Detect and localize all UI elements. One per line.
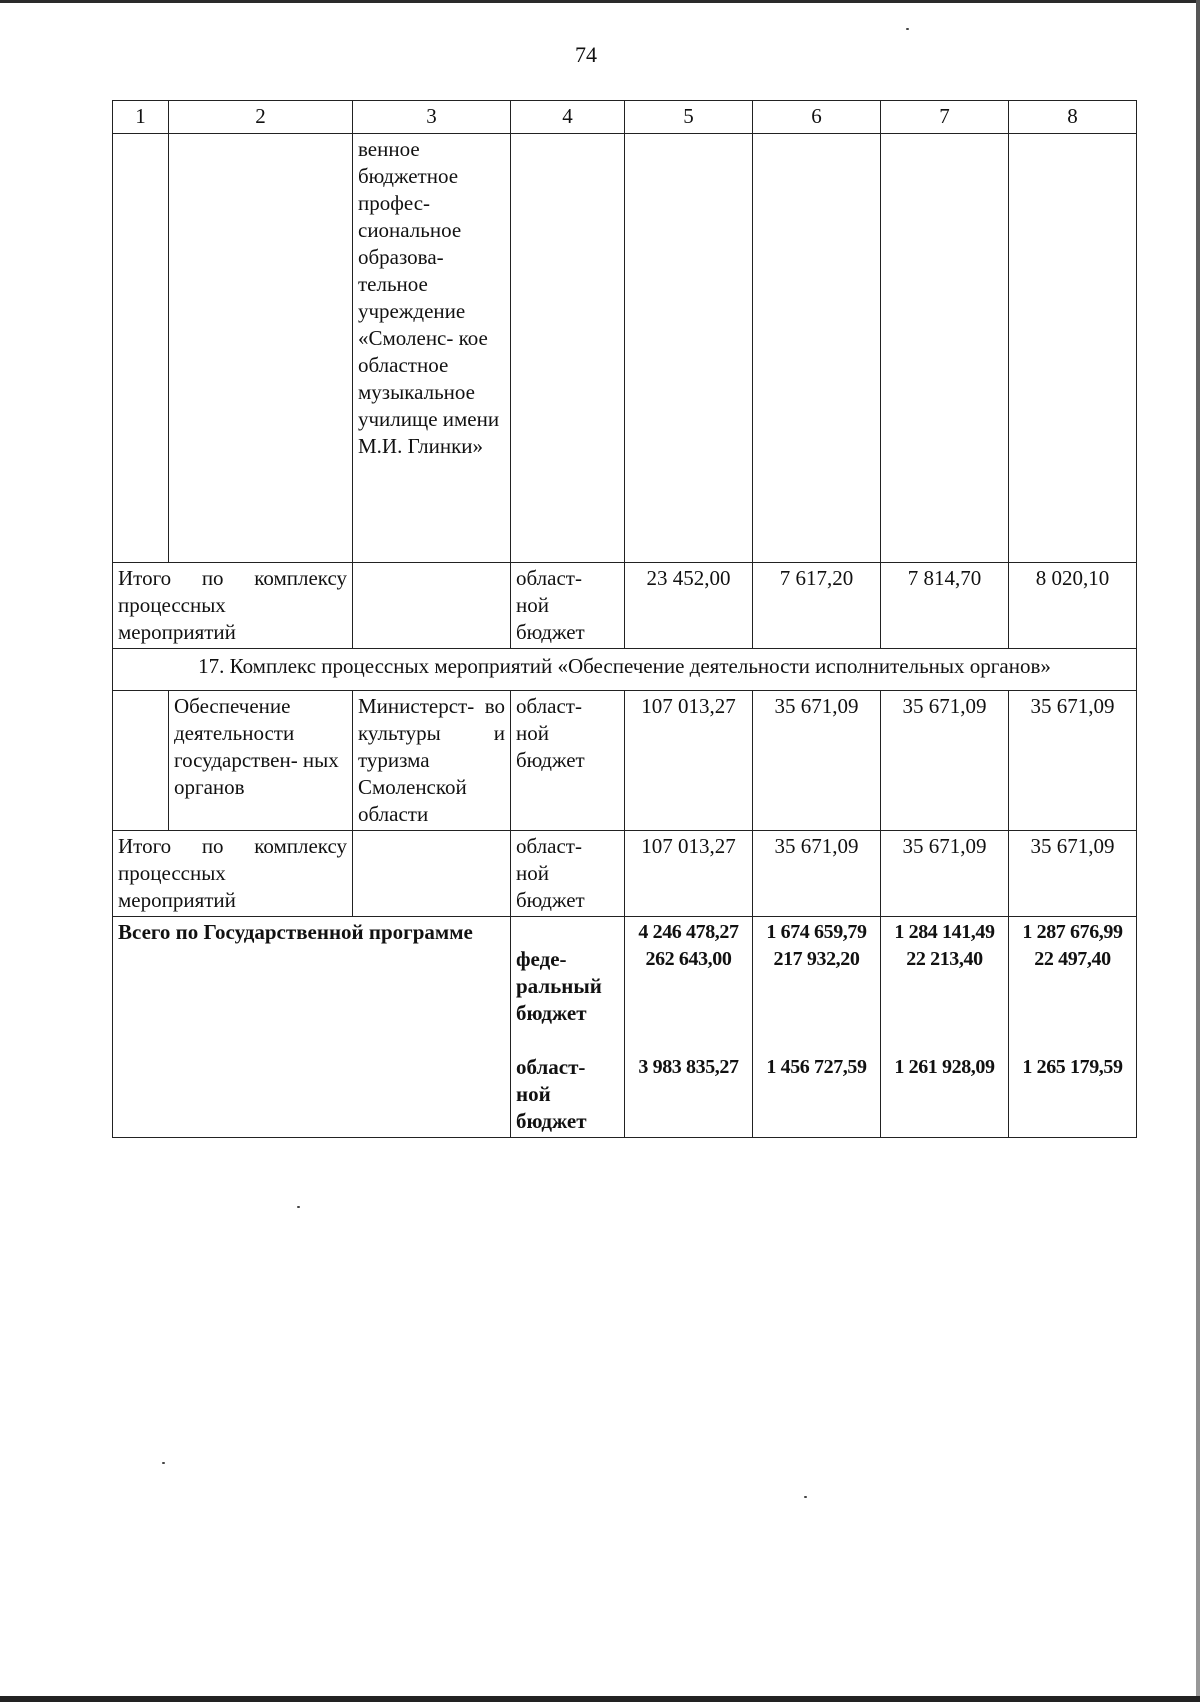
amount-total: 23 452,00 <box>625 563 753 649</box>
table-cell <box>881 134 1009 563</box>
federal-value: 217 932,20 <box>773 948 860 970</box>
grand-total-value: 1 284 141,49 <box>894 921 995 943</box>
scan-speck <box>162 1462 165 1464</box>
executor-cell <box>353 134 511 563</box>
scan-edge-right <box>1196 0 1200 1702</box>
grand-total-amounts <box>753 917 881 1138</box>
grand-total-value: 4 246 478,27 <box>638 921 739 943</box>
table-cell <box>353 831 511 917</box>
executor-cell: Министерст- во культуры и туризма Смоленской области <box>353 691 511 831</box>
grand-total-amounts <box>881 917 1009 1138</box>
column-number: 8 <box>1009 101 1137 134</box>
activity-name: Обеспечение деятельности государствен- ных органов <box>169 691 353 831</box>
scan-edge-top <box>0 0 1200 3</box>
federal-value: 22 213,40 <box>906 948 983 970</box>
continued-row <box>113 134 1137 563</box>
amount-total: 107 013,27 <box>625 691 753 831</box>
table-cell <box>113 134 169 563</box>
funding-source: област- ной бюджет <box>511 563 625 649</box>
column-number: 4 <box>511 101 625 134</box>
amount-year-2: 35 671,09 <box>881 691 1009 831</box>
scan-speck <box>804 1496 807 1498</box>
regional-budget-label: област- ной бюджет <box>516 1055 587 1133</box>
grand-total-value: 1 287 676,99 <box>1022 921 1123 943</box>
table-cell <box>1009 134 1137 563</box>
budget-table <box>112 100 1137 1138</box>
column-number: 1 <box>113 101 169 134</box>
section-row <box>113 649 1137 691</box>
column-number: 5 <box>625 101 753 134</box>
amount-year-3: 35 671,09 <box>1009 831 1137 917</box>
table-cell <box>753 134 881 563</box>
table-cell <box>169 134 353 563</box>
executor-text: венное бюджетное профес- сиональное образова- тельное учреждение «Смоленс- кое областное музыкальное училище имени М.И. Глинки» <box>358 137 500 458</box>
amount-year-1: 35 671,09 <box>753 691 881 831</box>
amount-year-1: 7 617,20 <box>753 563 881 649</box>
subtotal-label: Итого по комплексу процессных мероприятий <box>113 831 353 917</box>
scan-edge-bottom <box>0 1696 1200 1702</box>
scan-speck <box>297 1206 300 1208</box>
column-number: 2 <box>169 101 353 134</box>
regional-value: 1 456 727,59 <box>766 1056 867 1078</box>
amount-year-3: 8 020,10 <box>1009 563 1137 649</box>
grand-total-row <box>113 917 1137 1138</box>
amount-year-3: 35 671,09 <box>1009 691 1137 831</box>
amount-year-1: 35 671,09 <box>753 831 881 917</box>
column-number: 7 <box>881 101 1009 134</box>
regional-value: 1 265 179,59 <box>1022 1056 1123 1078</box>
column-number-row <box>113 101 1137 134</box>
column-number: 6 <box>753 101 881 134</box>
grand-total-amounts <box>625 917 753 1138</box>
grand-total-amounts <box>1009 917 1137 1138</box>
table-cell <box>511 134 625 563</box>
page-number: 74 <box>575 42 597 67</box>
subtotal-row <box>113 563 1137 649</box>
table-cell <box>625 134 753 563</box>
amount-total: 107 013,27 <box>625 831 753 917</box>
scan-speck <box>906 28 909 30</box>
amount-year-2: 35 671,09 <box>881 831 1009 917</box>
grand-total-label: Всего по Государственной программе <box>113 917 511 1138</box>
column-number: 3 <box>353 101 511 134</box>
subtotal-row <box>113 831 1137 917</box>
program-row <box>113 691 1137 831</box>
grand-total-value: 1 674 659,79 <box>766 921 867 943</box>
section-title: 17. Комплекс процессных мероприятий «Обеспечение деятельности исполнительных органов» <box>113 649 1137 691</box>
table-cell <box>113 691 169 831</box>
table-cell <box>353 563 511 649</box>
federal-value: 22 497,40 <box>1034 948 1111 970</box>
subtotal-label: Итого по комплексу процессных мероприятий <box>113 563 353 649</box>
regional-value: 3 983 835,27 <box>638 1056 739 1078</box>
federal-value: 262 643,00 <box>645 948 732 970</box>
federal-budget-label: феде- ральный бюджет <box>516 947 602 1025</box>
grand-total-sources <box>511 917 625 1138</box>
amount-year-2: 7 814,70 <box>881 563 1009 649</box>
funding-source: област- ной бюджет <box>511 831 625 917</box>
funding-source: област- ной бюджет <box>511 691 625 831</box>
regional-value: 1 261 928,09 <box>894 1056 995 1078</box>
